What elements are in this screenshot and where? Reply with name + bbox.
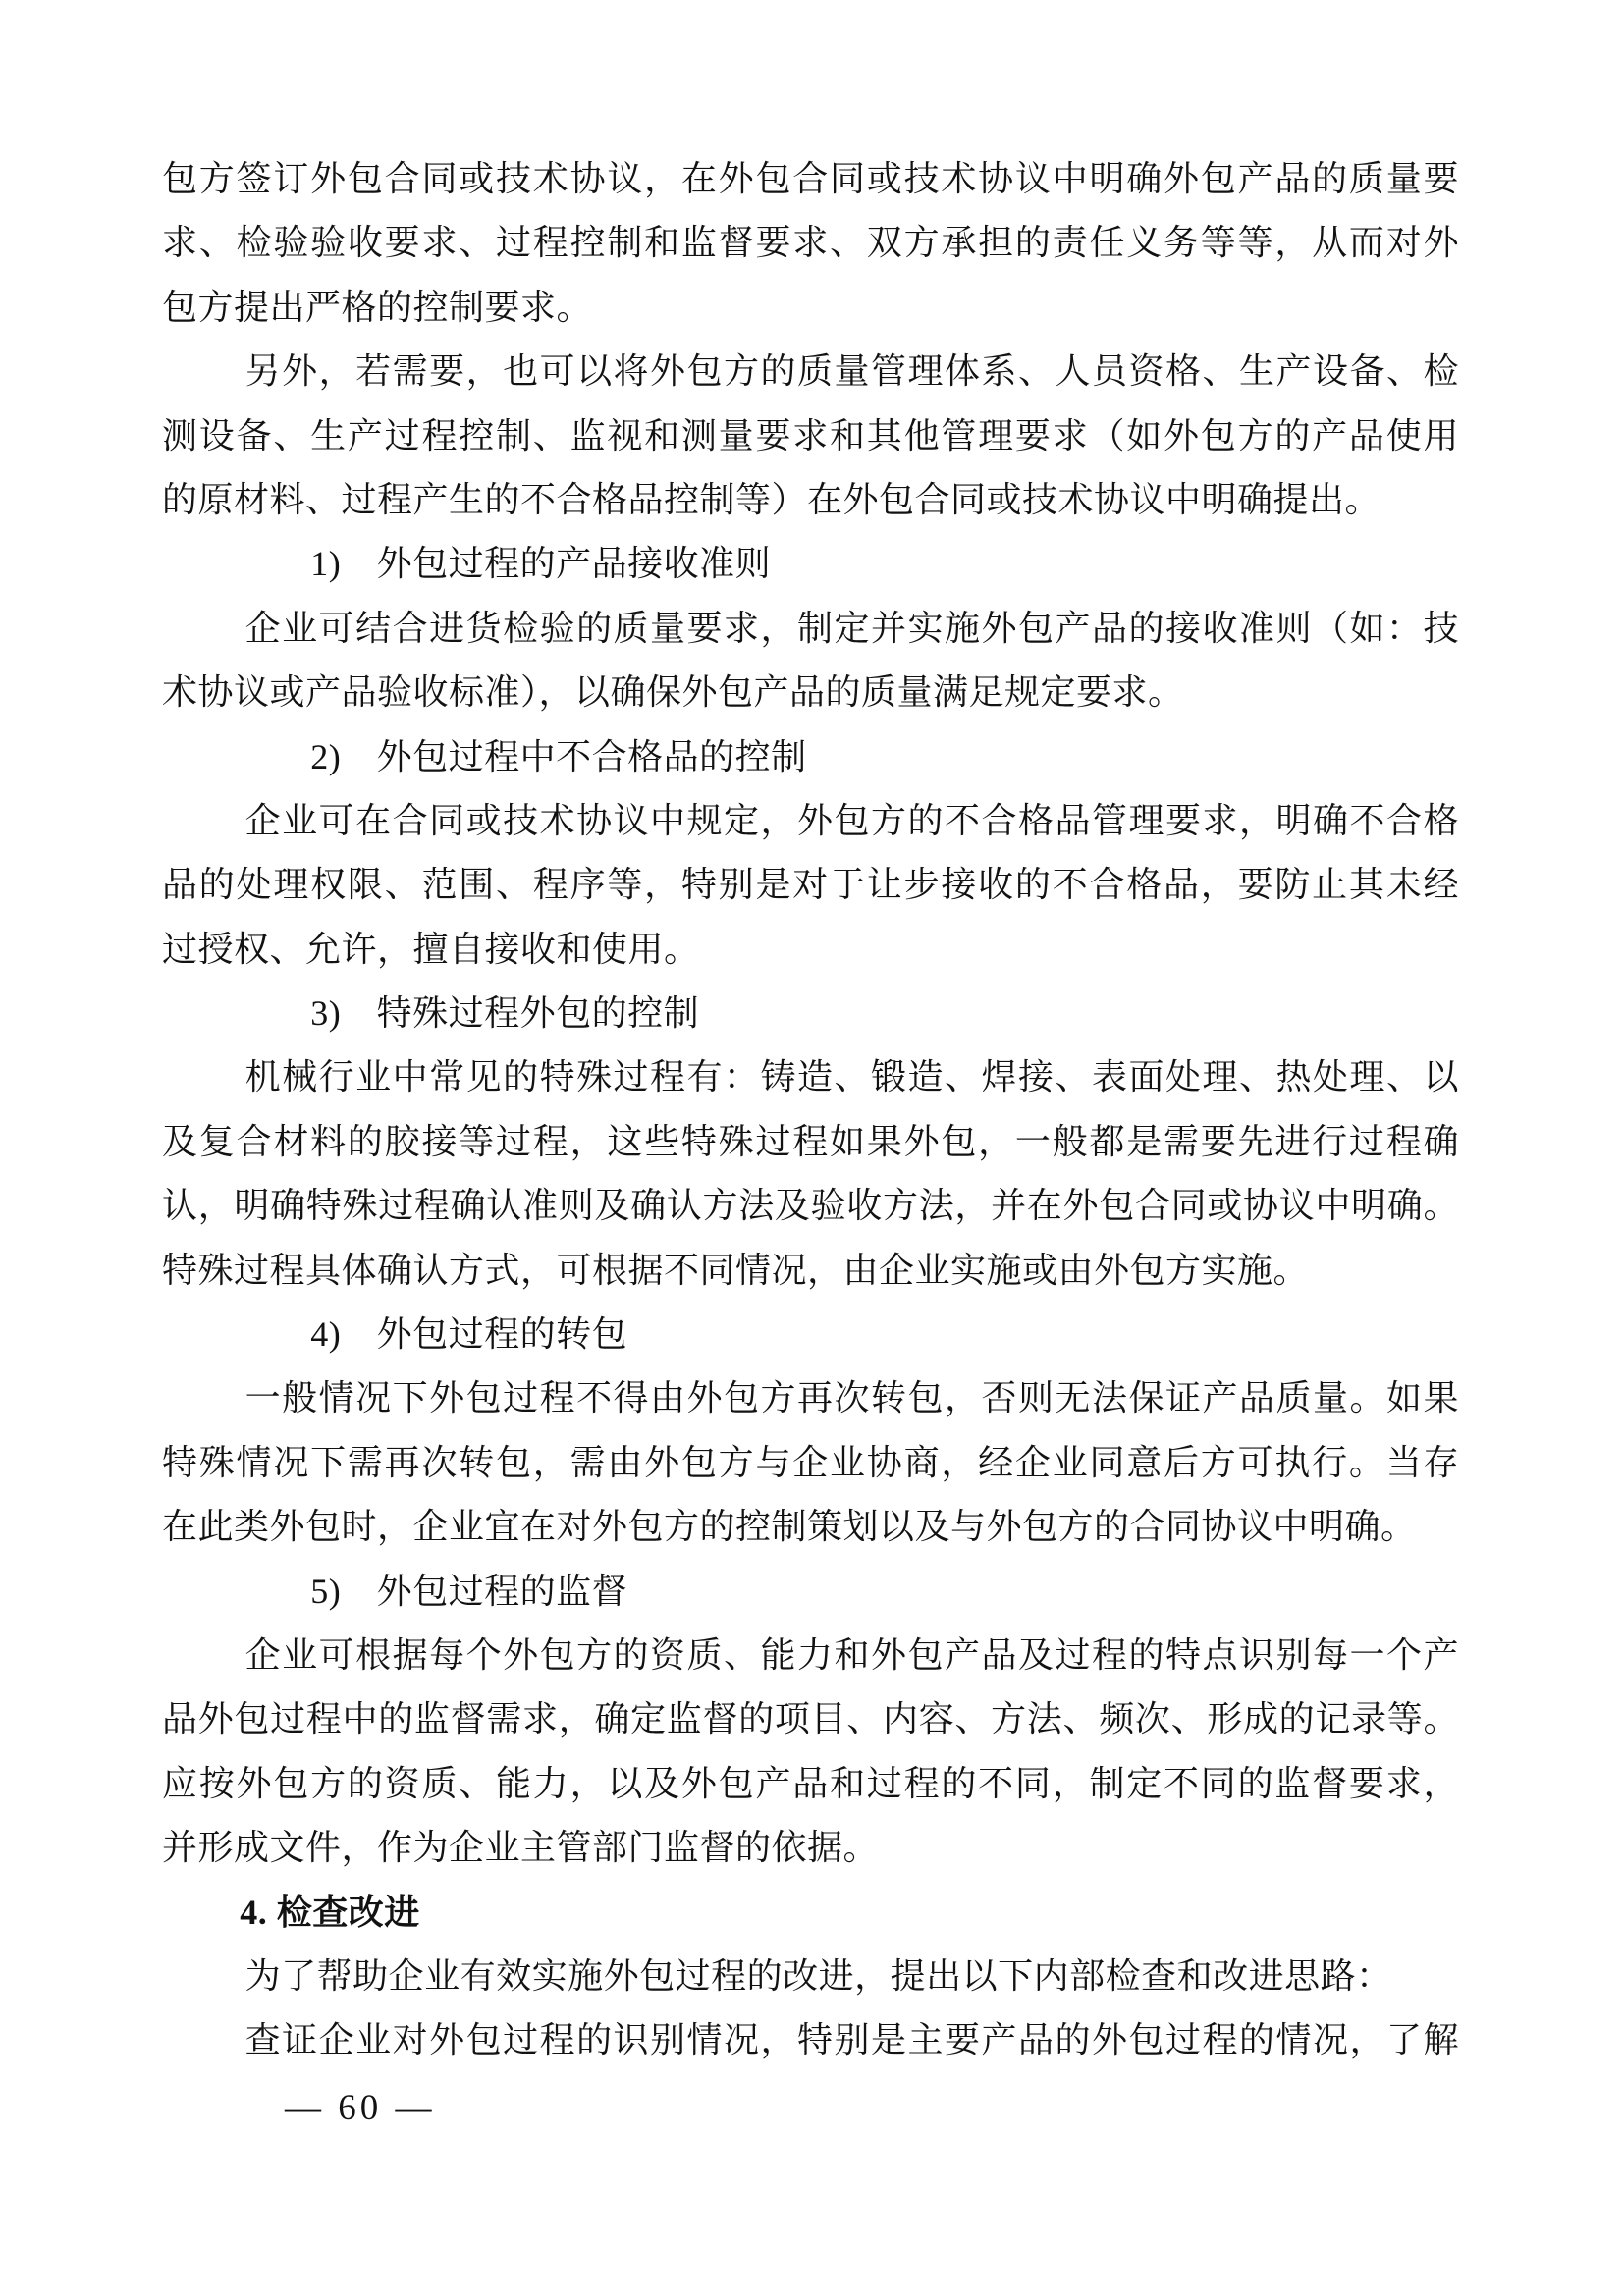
text-line: 的原材料、过程产生的不合格品控制等）在外包合同或技术协议中明确提出。 bbox=[162, 479, 1381, 519]
text-line: 查证企业对外包过程的识别情况，特别是主要产品的外包过程的情况，了解 bbox=[244, 2020, 1459, 2060]
numbered-item: 4) 外包过程的转包 bbox=[310, 1314, 628, 1355]
text-line: 包方提出严格的控制要求。 bbox=[162, 287, 593, 327]
text-line: 特殊过程具体确认方式，可根据不同情况，由企业实施或由外包方实施。 bbox=[162, 1250, 1310, 1290]
section-heading: 4. 检查改进 bbox=[240, 1892, 420, 1932]
page-number: — 60 — bbox=[285, 2088, 436, 2128]
numbered-item: 2) 外包过程中不合格品的控制 bbox=[310, 736, 807, 776]
text-line: 品的处理权限、范围、程序等，特别是对于让步接收的不合格品，要防止其未经 bbox=[162, 865, 1459, 905]
text-line: 企业可结合进货检验的质量要求，制定并实施外包产品的接收准则（如：技 bbox=[244, 608, 1459, 648]
text-line: 并形成文件，作为企业主管部门监督的依据。 bbox=[162, 1828, 880, 1868]
text-line: 另外，若需要，也可以将外包方的质量管理体系、人员资格、生产设备、检 bbox=[244, 351, 1459, 392]
text-line: 及复合材料的胶接等过程，这些特殊过程如果外包，一般都是需要先进行过程确 bbox=[162, 1121, 1459, 1161]
text-line: 品外包过程中的监督需求，确定监督的项目、内容、方法、频次、形成的记录等。 bbox=[162, 1699, 1459, 1739]
numbered-item: 3) 特殊过程外包的控制 bbox=[310, 993, 700, 1034]
numbered-item: 1) 外包过程的产品接收准则 bbox=[310, 544, 772, 584]
text-line: 特殊情况下需再次转包，需由外包方与企业协商，经企业同意后方可执行。当存 bbox=[162, 1442, 1459, 1482]
text-line: 企业可根据每个外包方的资质、能力和外包产品及过程的特点识别每一个产 bbox=[244, 1634, 1459, 1675]
text-line: 一般情况下外包过程不得由外包方再次转包，否则无法保证产品质量。如果 bbox=[244, 1378, 1459, 1418]
text-line: 测设备、生产过程控制、监视和测量要求和其他管理要求（如外包方的产品使用 bbox=[162, 415, 1459, 455]
text-line: 应按外包方的资质、能力，以及外包产品和过程的不同，制定不同的监督要求， bbox=[162, 1763, 1459, 1803]
text-line: 机械行业中常见的特殊过程有：铸造、锻造、焊接、表面处理、热处理、以 bbox=[244, 1057, 1459, 1097]
text-line: 求、检验验收要求、过程控制和监督要求、双方承担的责任义务等等，从而对外 bbox=[162, 223, 1459, 263]
text-line: 术协议或产品验收标准），以确保外包产品的质量满足规定要求。 bbox=[162, 672, 1184, 713]
text-line: 过授权、允许，擅自接收和使用。 bbox=[162, 929, 700, 969]
text-line: 在此类外包时，企业宜在对外包方的控制策划以及与外包方的合同协议中明确。 bbox=[162, 1507, 1417, 1547]
text-content bbox=[162, 147, 1459, 2073]
text-line: 企业可在合同或技术协议中规定，外包方的不合格品管理要求，明确不合格 bbox=[244, 800, 1459, 840]
text-line: 包方签订外包合同或技术协议，在外包合同或技术协议中明确外包产品的质量要 bbox=[162, 159, 1459, 198]
text-line: 认，明确特殊过程确认准则及确认方法及验收方法，并在外包合同或协议中明确。 bbox=[162, 1186, 1459, 1226]
text-line: 为了帮助企业有效实施外包过程的改进，提出以下内部检查和改进思路： bbox=[244, 1955, 1392, 1996]
numbered-item: 5) 外包过程的监督 bbox=[310, 1571, 628, 1611]
